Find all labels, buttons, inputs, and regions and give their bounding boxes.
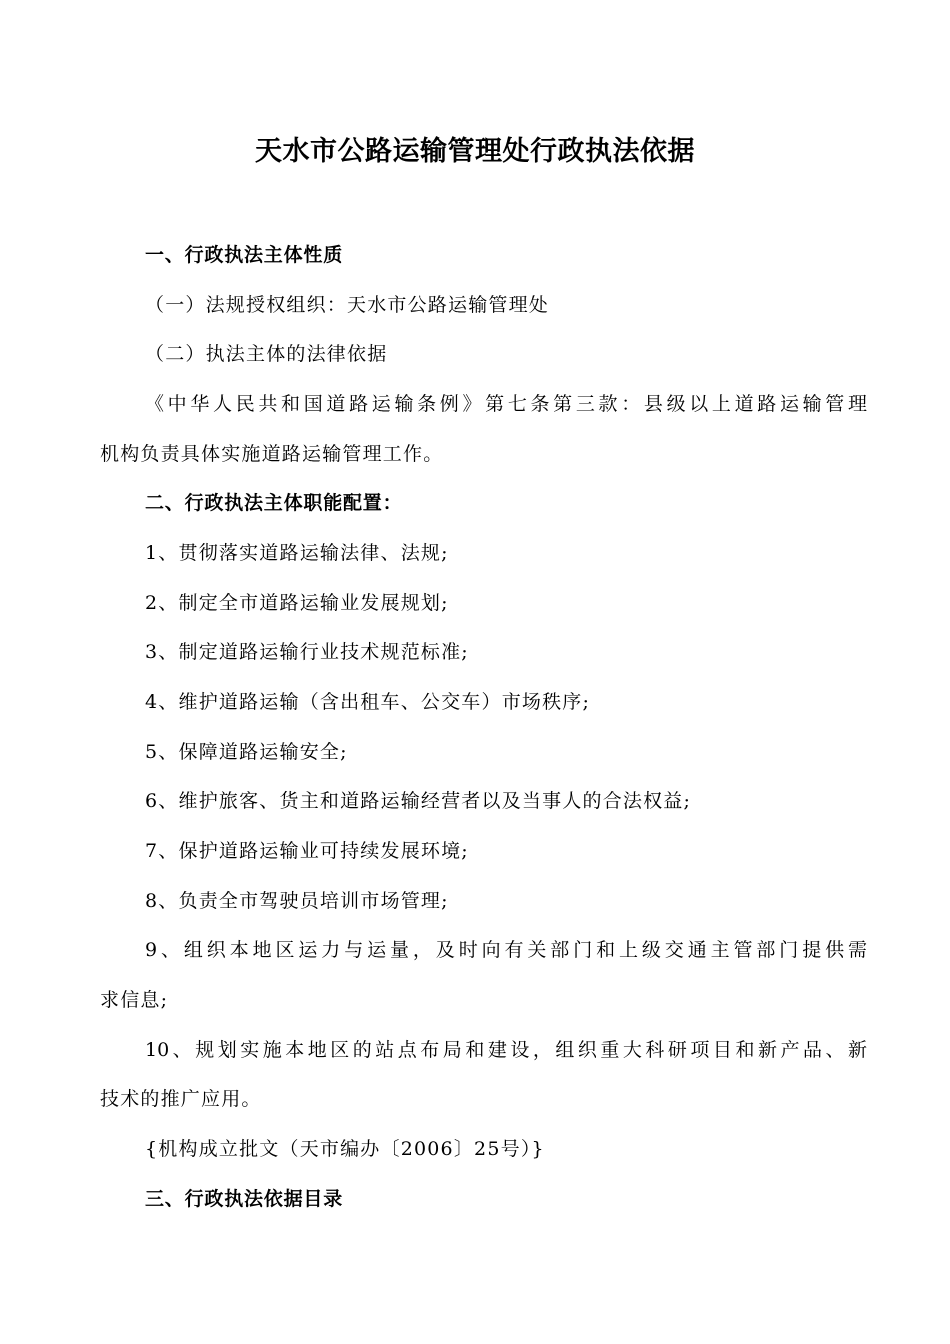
- duty-item-4: 4、维护道路运输（含出租车、公交车）市场秩序;: [145, 691, 591, 713]
- duty-item-10-line-1: 10、规划实施本地区的站点布局和建设，组织重大科研项目和新产品、新: [145, 1039, 867, 1061]
- section-2-heading: 二、行政执法主体职能配置：: [145, 492, 403, 514]
- duty-item-2: 2、制定全市道路运输业发展规划;: [145, 592, 449, 614]
- legal-basis-line-1: 《中华人民共和国道路运输条例》第七条第三款：县级以上道路运输管理: [145, 393, 867, 415]
- duty-item-5: 5、保障道路运输安全;: [145, 741, 348, 763]
- legal-basis-line-2: 机构负责具体实施道路运输管理工作。: [100, 443, 444, 465]
- duty-item-9-line-2: 求信息;: [100, 989, 169, 1011]
- section-1-heading: 一、行政执法主体性质: [145, 244, 344, 266]
- document-title: 天水市公路运输管理处行政执法依据: [255, 136, 695, 167]
- duty-item-6: 6、维护旅客、货主和道路运输经营者以及当事人的合法权益;: [145, 790, 692, 812]
- section-3-heading: 三、行政执法依据目录: [145, 1188, 344, 1210]
- section-1-item-2: （二）执法主体的法律依据: [145, 343, 388, 365]
- duty-item-10-line-2: 技术的推广应用。: [100, 1088, 262, 1110]
- duty-item-9-line-1: 9、组织本地区运力与运量，及时向有关部门和上级交通主管部门提供需: [145, 939, 867, 961]
- section-1-item-1: （一）法规授权组织：天水市公路运输管理处: [145, 294, 550, 316]
- duty-item-8: 8、负责全市驾驶员培训市场管理;: [145, 890, 449, 912]
- duty-item-1: 1、贯彻落实道路运输法律、法规;: [145, 542, 449, 564]
- approval-document-note: {机构成立批文（天市编办〔2006〕25号）}: [145, 1138, 545, 1160]
- duty-item-7: 7、保护道路运输业可持续发展环境;: [145, 840, 469, 862]
- duty-item-3: 3、制定道路运输行业技术规范标准;: [145, 641, 469, 663]
